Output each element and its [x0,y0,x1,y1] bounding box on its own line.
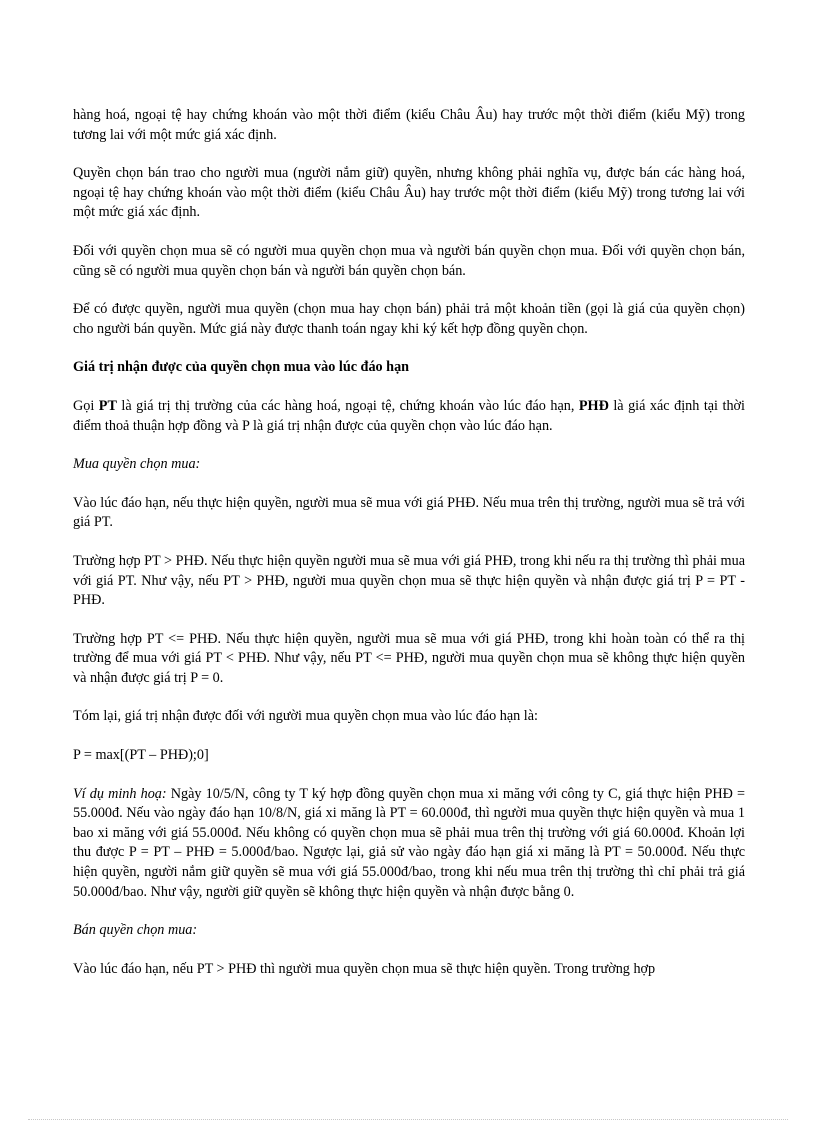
paragraph-case-pt-less-equal: Trường hợp PT <= PHĐ. Nếu thực hiện quyền, người mua sẽ mua với giá PHĐ, trong khi hoàn toàn có thể ra thị trường để mua với giá PT < PHĐ. Như vậy, nếu PT <= PHĐ, người mua quyền chọn mua sẽ không thực hiện quyền và nhận được giá trị P = 0. [73,630,745,686]
notation-text-c: là giá xác định tại thời điểm thoả thuận hợp đồng và P là giá trị nhận được của quyền chọn vào lúc đáo hạn. [73,397,745,434]
paragraph-put-option-definition: Quyền chọn bán trao cho người mua (người nắm giữ) quyền, nhưng không phải nghĩa vụ, được bán các hàng hoá, ngoại tệ hay chứng khoán vào một thời điểm (kiểu Châu Âu) hay trước một thời điểm (kiểu Mỹ) trong tương lai với một mức giá xác định. [73,165,745,221]
paragraph-parties: Đối với quyền chọn mua sẽ có người mua quyền chọn mua và người bán quyền chọn mua. Đối với quyền chọn bán, cũng sẽ có người mua quyền chọn bán và người bán quyền chọn bán. [73,242,745,279]
notation-pt: PT [98,397,117,414]
example-body: Ngày 10/5/N, công ty T ký hợp đồng quyền chọn mua xi măng với công ty C, giá thực hiện PHĐ = 55.000đ. Nếu vào ngày đáo hạn 10/8/N, giá xi măng là PT = 60.000đ, thì người mua quyền thực hiện quyền và mua 1 bao xi măng với giá 55.000đ. Nếu không có quyền chọn mua sẽ phải mua trên thị trường với giá 60.000đ. Khoản lợi thu được P = PT – PHĐ = 5.000đ/bao. Ngược lại, giả sử vào ngày đáo hạn giá xi măng là PT = 50.000đ. Nếu thực hiện quyền, người nắm giữ quyền sẽ mua với giá 55.000đ/bao, trong khi nếu mua trên thị trường thì chỉ phải trả giá 50.000đ/bao. Như vậy, người giữ quyền sẽ không thực hiện quyền và nhận được bằng 0. [73,785,745,900]
section-heading: Giá trị nhận được của quyền chọn mua vào lúc đáo hạn [73,359,410,376]
paragraph-case-pt-greater: Trường hợp PT > PHĐ. Nếu thực hiện quyền người mua sẽ mua với giá PHĐ, trong khi nếu ra thị trường thì phải mua với giá PT. Như vậy, nếu PT > PHĐ, người mua quyền chọn mua sẽ thực hiện quyền và nhận được giá trị P = PT - PHĐ. [73,552,745,609]
page-bottom-divider [28,1119,788,1120]
notation-text-a: Gọi [73,397,99,414]
paragraph-sell-call: Vào lúc đáo hạn, nếu PT > PHĐ thì người mua quyền chọn mua sẽ thực hiện quyền. Trong trường hợp [73,960,656,977]
paragraph-premium: Để có được quyền, người mua quyền (chọn mua hay chọn bán) phải trả một khoản tiền (gọi là giá của quyền chọn) cho người bán quyền. Mức giá này được thanh toán ngay khi ký kết hợp đồng quyền chọn. [73,301,745,337]
notation-text-b: là giá trị thị trường của các hàng hoá, ngoại tệ, chứng khoán vào lúc đáo hạn, [116,397,579,414]
paragraph-call-option-definition-end: hàng hoá, ngoại tệ hay chứng khoán vào một thời điểm (kiểu Châu Âu) hay trước một thời điểm (kiểu Mỹ) trong tương lai với một mức giá xác định. [73,107,745,143]
paragraph-notation [73,397,745,436]
paragraph-summary: Tóm lại, giá trị nhận được đối với người mua quyền chọn mua vào lúc đáo hạn là: [73,708,538,725]
document-page [73,106,745,998]
example-lead: Ví dụ minh hoạ: [73,785,167,802]
paragraph-example [73,785,745,903]
notation-phd: PHĐ [578,397,609,414]
paragraph-at-expiry: Vào lúc đáo hạn, nếu thực hiện quyền, người mua sẽ mua với giá PHĐ. Nếu mua trên thị trường, người mua sẽ trả với giá PT. [73,494,745,531]
payoff-formula: P = max[(PT – PHĐ);0] [73,747,209,764]
subheading-sell-call: Bán quyền chọn mua: [73,922,198,939]
subheading-buy-call: Mua quyền chọn mua: [73,456,201,473]
